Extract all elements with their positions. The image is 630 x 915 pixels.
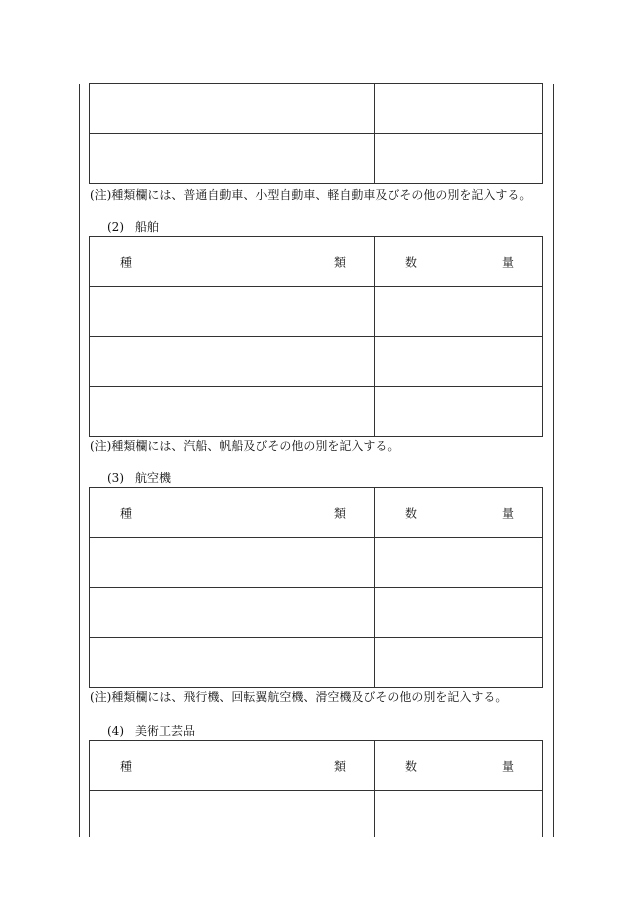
table-row <box>90 538 543 588</box>
page-border-right <box>553 84 554 837</box>
table-row <box>90 84 543 134</box>
table-header-row <box>90 237 543 287</box>
table-row <box>90 791 543 838</box>
quantity-header: 数 量 <box>375 237 543 287</box>
section-title: 美術工芸品 <box>135 724 196 738</box>
table-row <box>90 588 543 638</box>
table-row <box>90 638 543 688</box>
type-header: 種 類 <box>90 237 375 287</box>
section-heading-artworks <box>107 722 195 739</box>
ships-table <box>89 236 543 437</box>
section-heading-aircraft <box>107 469 171 486</box>
type-header: 種 類 <box>90 741 375 791</box>
section-title: 船舶 <box>135 220 160 234</box>
table-row <box>90 337 543 387</box>
artworks-table <box>89 740 543 837</box>
ships-note: (注)種類欄には、汽船、帆船及びその他の別を記入する。 <box>90 439 400 453</box>
table-row <box>90 287 543 337</box>
quantity-header: 数 量 <box>375 488 543 538</box>
page-border-left <box>79 84 80 837</box>
section-number: (4) <box>107 724 124 738</box>
section-heading-ships <box>107 218 159 235</box>
table-header-row <box>90 488 543 538</box>
section-number: (2) <box>107 220 124 234</box>
table-header-row <box>90 741 543 791</box>
vehicle-note: (注)種類欄には、普通自動車、小型自動車、軽自動車及びその他の別を記入する。 <box>90 188 532 202</box>
vehicle-table-continued <box>89 83 543 184</box>
table-row <box>90 387 543 437</box>
section-title: 航空機 <box>135 471 172 485</box>
quantity-header: 数 量 <box>375 741 543 791</box>
type-header: 種 類 <box>90 488 375 538</box>
section-number: (3) <box>107 471 124 485</box>
aircraft-table <box>89 487 543 688</box>
aircraft-note: (注)種類欄には、飛行機、回転翼航空機、滑空機及びその他の別を記入する。 <box>90 690 508 704</box>
table-row <box>90 134 543 184</box>
